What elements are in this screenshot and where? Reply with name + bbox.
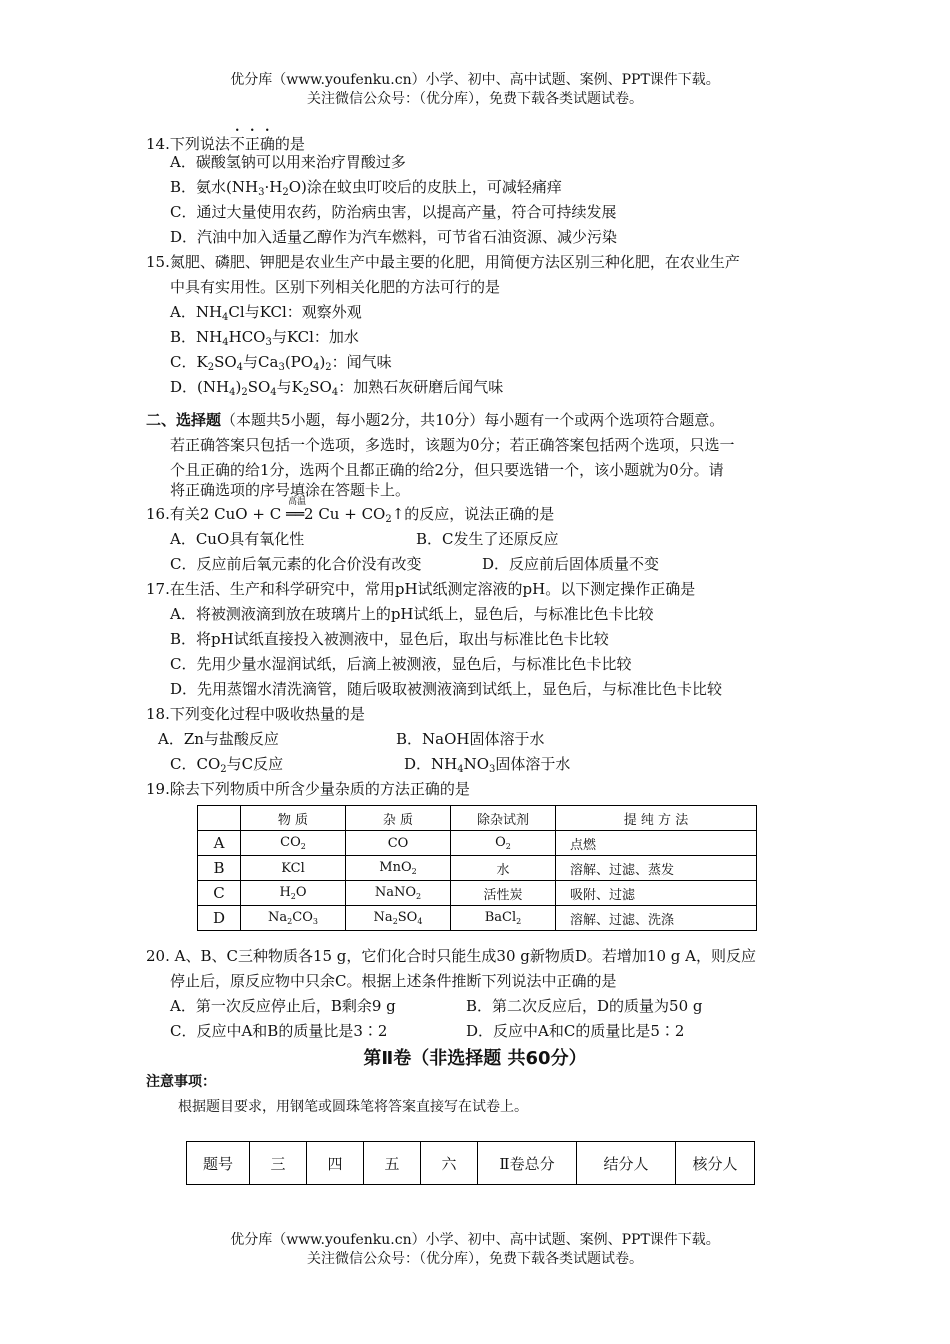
row-label: C xyxy=(198,881,241,906)
q17-option-a: A．将被测液滴到放在玻璃片上的pH试纸上，显色后，与标准比色卡比较 xyxy=(170,605,654,623)
q18-option-c: C．$CO_2$与C反应 xyxy=(170,755,284,775)
q14-option-c: C．通过大量使用农药，防治病虫害，以提高产量，符合可持续发展 xyxy=(170,203,617,221)
reagent-cell: BaCl$_2$ xyxy=(451,906,556,931)
question-19-stem: 19.除去下列物质中所含少量杂质的方法正确的是 xyxy=(146,780,470,798)
notice-text: 根据题目要求，用钢笔或圆珠笔将答案直接写在试卷上。 xyxy=(178,1099,528,1115)
table-row xyxy=(198,906,757,931)
impurity-cell: NaNO$_2$ xyxy=(346,881,451,906)
impurity-cell: CO xyxy=(346,831,451,856)
reagent-cell: $O_2$ xyxy=(451,831,556,856)
method-cell: 溶解、过滤、蒸发 xyxy=(556,856,757,881)
q18-options-row-1 xyxy=(158,728,838,749)
q16-options-row-2 xyxy=(170,553,850,574)
q16-option-d: D．反应前后固体质量不变 xyxy=(482,555,660,573)
question-15-stem-2: 中具有实用性。区别下列相关化肥的方法可行的是 xyxy=(170,278,501,296)
q15-option-d: D．$(NH_4)_2SO_4$与$K_2SO_4$：加熟石灰研磨后闻气味 xyxy=(170,378,504,398)
score-cell: 三 xyxy=(250,1142,307,1185)
q20-option-d: D．反应中A和C的质量比是5∶2 xyxy=(466,1022,685,1040)
reagent-cell: 活性炭 xyxy=(451,881,556,906)
q18-option-d: D．$NH_4NO_3$固体溶于水 xyxy=(404,755,571,775)
q14-option-d: D．汽油中加入适量乙醇作为汽车燃料，可节省石油资源、减少污染 xyxy=(170,228,618,246)
q16-option-a: A．CuO具有氧化性 xyxy=(170,530,305,548)
score-cell: 四 xyxy=(307,1142,364,1185)
table-header-cell xyxy=(198,806,241,831)
header-line-1: 优分库（www.youfenku.cn）小学、初中、高中试题、案例、PPT课件下载。 xyxy=(230,72,720,88)
impurity-cell: MnO$_2$ xyxy=(346,856,451,881)
reagent-cell: 水 xyxy=(451,856,556,881)
table-header-cell: 物 质 xyxy=(241,806,346,831)
substance-cell: $CO_2$ xyxy=(241,831,346,856)
q20-option-b: B．第二次反应后，D的质量为50 g xyxy=(466,997,703,1015)
substance-cell: $H_2O$ xyxy=(241,881,346,906)
score-cell: 五 xyxy=(364,1142,421,1185)
q14-option-b: B．氨水$(NH_3\cdot H_2O)$涂在蚊虫叮咬后的皮肤上，可减轻痛痒 xyxy=(170,178,562,198)
table-row xyxy=(198,881,757,906)
question-15-stem-1: 15.氮肥、磷肥、钾肥是农业生产中最主要的化肥，用简便方法区别三种化肥，在农业生产 xyxy=(146,253,740,271)
score-cell: 结分人 xyxy=(577,1142,676,1185)
question-18-stem: 18.下列变化过程中吸收热量的是 xyxy=(146,705,365,723)
score-cell: 六 xyxy=(421,1142,478,1185)
method-cell: 点燃 xyxy=(556,831,757,856)
method-cell: 溶解、过滤、洗涤 xyxy=(556,906,757,931)
question-20-stem-1: 20. A、B、C三种物质各15 g，它们化合时只能生成30 g新物质D。若增加10 g A，则反应 xyxy=(146,947,756,965)
table-header-cell: 除杂试剂 xyxy=(451,806,556,831)
header-line-2: 关注微信公众号：（优分库），免费下载各类试题试卷。 xyxy=(307,91,643,107)
section-2-instructions-3: 个且正确的给1分，选两个且都正确的给2分，但只要选错一个，该小题就为0分。请 xyxy=(170,461,724,479)
footer-line-1: 优分库（www.youfenku.cn）小学、初中、高中试题、案例、PPT课件下载。 xyxy=(230,1232,720,1248)
table-header-row xyxy=(198,806,757,831)
row-label: B xyxy=(198,856,241,881)
reaction-equals-sign: ══ xyxy=(285,505,305,523)
section-2-instructions-2: 若正确答案只包括一个选项，多选时，该题为0分；若正确答案包括两个选项，只选一 xyxy=(170,436,735,454)
q16-option-c: C．反应前后氧元素的化合价没有改变 xyxy=(170,555,422,573)
table-row xyxy=(198,831,757,856)
q14-option-a: A．碳酸氢钠可以用来治疗胃酸过多 xyxy=(170,153,406,171)
q20-options-row-1 xyxy=(170,995,850,1016)
q17-option-b: B．将pH试纸直接投入被测液中，显色后，取出与标准比色卡比较 xyxy=(170,630,609,648)
impurity-cell: $Na_2SO_4$ xyxy=(346,906,451,931)
table-header-cell: 提 纯 方 法 xyxy=(556,806,757,831)
method-cell: 吸附、过滤 xyxy=(556,881,757,906)
q16-option-b: B．C发生了还原反应 xyxy=(416,530,559,548)
score-table-row xyxy=(187,1142,755,1185)
substance-cell: KCl xyxy=(241,856,346,881)
substance-cell: $Na_2CO_3$ xyxy=(241,906,346,931)
q15-option-c: C．$K_2SO_4$与$Ca_3(PO_4)_2$：闻气味 xyxy=(170,353,392,373)
question-17-stem: 17.在生活、生产和科学研究中，常用pH试纸测定溶液的pH。以下测定操作正确是 xyxy=(146,580,696,598)
condition-high-temp: 高温 xyxy=(287,497,306,507)
notice-title: 注意事项： xyxy=(146,1074,216,1090)
row-label: A xyxy=(198,831,241,856)
question-16-stem: 16.有关2 CuO + C 高温 ══2 $Cu + CO_2↑$的反应，说法正确的是 xyxy=(146,503,826,525)
section-2-instructions-1: 二、选择题（本题共5小题，每小题2分，共10分）每小题有一个或两个选项符合题意。 xyxy=(146,411,725,429)
q15-option-a: A．$NH_4Cl$与KCl：观察外观 xyxy=(170,303,362,323)
question-20-stem-2: 停止后，原反应物中只余C。根据上述条件推断下列说法中正确的是 xyxy=(170,972,617,990)
q18-options-row-2 xyxy=(170,753,850,775)
score-cell: 题号 xyxy=(187,1142,250,1185)
q20-option-c: C．反应中A和B的质量比是3∶2 xyxy=(170,1022,388,1040)
q15-option-b: B．$NH_4HCO_3$与KCl：加水 xyxy=(170,328,359,348)
section-2-title: 二、选择题 xyxy=(146,411,222,429)
part-2-title: 第Ⅱ卷（非选择题 共60分） xyxy=(363,1048,587,1069)
impurity-table xyxy=(197,805,757,931)
q20-option-a: A．第一次反应停止后，B剩余9 g xyxy=(170,997,396,1015)
score-cell: 核分人 xyxy=(676,1142,755,1185)
q18-option-b: B．NaOH固体溶于水 xyxy=(396,730,545,748)
q18-option-a: A．Zn与盐酸反应 xyxy=(158,730,279,748)
table-header-cell: 杂 质 xyxy=(346,806,451,831)
question-14-stem: 14.下列说法不正确的是 xyxy=(146,135,305,153)
row-label: D xyxy=(198,906,241,931)
q17-option-d: D．先用蒸馏水清洗滴管，随后吸取被测液滴到试纸上，显色后，与标准比色卡比较 xyxy=(170,680,723,698)
section-2-instructions-4: 将正确选项的序号填涂在答题卡上。 xyxy=(170,481,411,499)
q20-options-row-2 xyxy=(170,1020,850,1041)
emphasis-not-correct: 不正确 xyxy=(229,135,275,153)
q17-option-c: C．先用少量水湿润试纸，后滴上被测液，显色后，与标准比色卡比较 xyxy=(170,655,632,673)
footer-line-2: 关注微信公众号：（优分库），免费下载各类试题试卷。 xyxy=(307,1251,643,1267)
score-table xyxy=(186,1141,755,1185)
table-row xyxy=(198,856,757,881)
q16-options-row-1 xyxy=(170,528,850,549)
score-cell: Ⅱ卷总分 xyxy=(478,1142,577,1185)
